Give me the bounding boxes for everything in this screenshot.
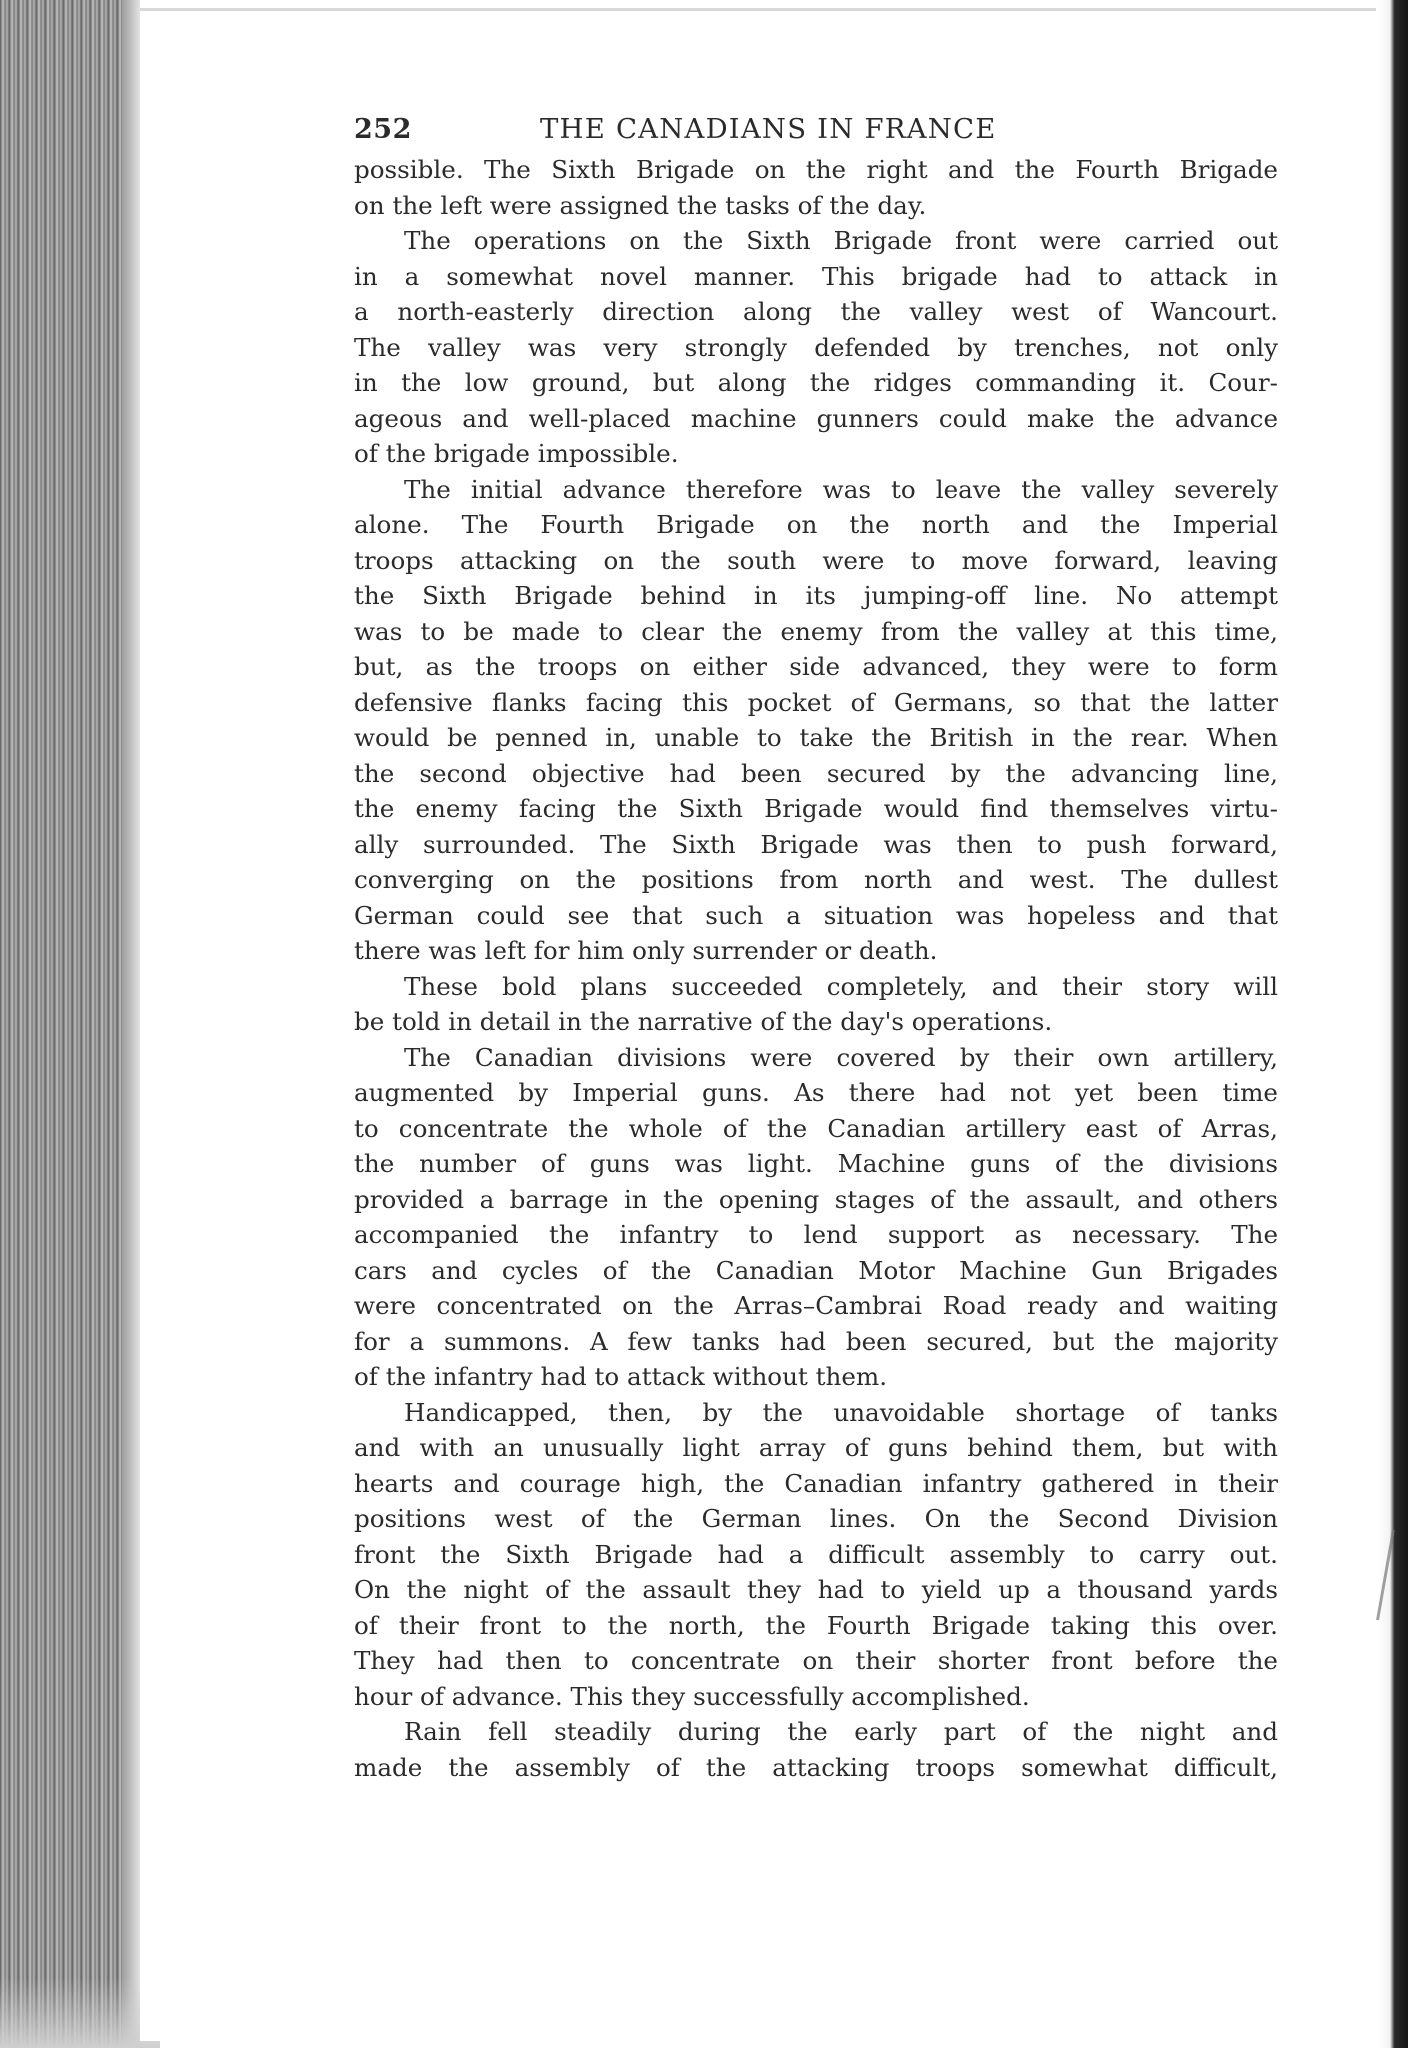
text-line: cars and cycles of the Canadian Motor Machine Gun Brigades <box>354 1255 1278 1285</box>
text-line: made the assembly of the attacking troops somewhat difficult, <box>354 1752 1278 1782</box>
text-line: of their front to the north, the Fourth Brigade taking this over. <box>354 1610 1278 1640</box>
text-line: in a somewhat novel manner. This brigade had to attack in <box>354 261 1278 291</box>
text-line: ally surrounded. The Sixth Brigade was then to push forward, <box>354 829 1278 859</box>
book-page-edges <box>0 0 140 2048</box>
text-line: hour of advance. This they successfully accomplished. <box>354 1681 1030 1711</box>
text-line: Handicapped, then, by the unavoidable shortage of tanks <box>404 1397 1278 1427</box>
text-line: hearts and courage high, the Canadian infantry gathered in their <box>354 1468 1278 1498</box>
text-line: the number of guns was light. Machine guns of the divisions <box>354 1149 1278 1178</box>
text-line: front the Sixth Brigade had a difficult assembly to carry out. <box>354 1539 1278 1569</box>
text-line: ageous and well-placed machine gunners could make the advance <box>354 403 1278 433</box>
right-page-edge <box>1378 0 1408 2048</box>
text-line: defensive flanks facing this pocket of Germans, so that the latter <box>354 687 1278 717</box>
text-line: there was left for him only surrender or death. <box>354 936 938 965</box>
text-line: They had then to concentrate on their shorter front before the <box>354 1646 1278 1675</box>
page-number: 252 <box>354 114 412 145</box>
running-title: THE CANADIANS IN FRANCE <box>540 113 997 145</box>
text-line: the Sixth Brigade behind in its jumping-off line. No attempt <box>354 581 1278 610</box>
text-line: converging on the positions from north and west. The dullest <box>354 865 1278 894</box>
text-line: to concentrate the whole of the Canadian artillery east of Arras, <box>354 1113 1278 1143</box>
text-line: the enemy facing the Sixth Brigade would find themselves virtu- <box>354 794 1278 823</box>
text-line: on the left were assigned the tasks of the day. <box>354 190 927 220</box>
text-line: of the brigade impossible. <box>354 439 679 468</box>
body-text <box>354 152 1278 1785</box>
text-line: were concentrated on the Arras–Cambrai Road ready and waiting <box>354 1291 1278 1320</box>
text-line: in the low ground, but along the ridges commanding it. Cour- <box>354 368 1278 397</box>
text-line: Rain fell steadily during the early part of the night and <box>404 1717 1278 1746</box>
text-line: for a summons. A few tanks had been secured, but the majority <box>354 1326 1278 1356</box>
text-line: be told in detail in the narrative of the day's operations. <box>354 1007 1053 1036</box>
text-line: accompanied the infantry to lend support as necessary. The <box>354 1220 1278 1249</box>
text-line: but, as the troops on either side advanced, they were to form <box>354 652 1278 681</box>
running-head <box>354 108 1278 150</box>
text-line: augmented by Imperial guns. As there had not yet been time <box>354 1078 1278 1107</box>
text-line: These bold plans succeeded completely, and their story will <box>404 971 1278 1001</box>
text-line: positions west of the German lines. On the Second Division <box>354 1504 1278 1533</box>
text-line: troops attacking on the south were to move forward, leaving <box>354 545 1278 575</box>
text-line: of the infantry had to attack without them. <box>354 1362 888 1391</box>
text-line: provided a barrage in the opening stages of the assault, and others <box>354 1184 1278 1214</box>
text-line: On the night of the assault they had to yield up a thousand yards <box>354 1575 1278 1604</box>
text-line: alone. The Fourth Brigade on the north and the Imperial <box>354 510 1278 539</box>
text-line: a north-easterly direction along the valley west of Wancourt. <box>354 297 1278 326</box>
text-line: was to be made to clear the enemy from the valley at this time, <box>354 616 1278 646</box>
text-line: The initial advance therefore was to leave the valley severely <box>404 474 1278 504</box>
text-line: German could see that such a situation was hopeless and that <box>354 900 1278 930</box>
page-edges-shadow <box>0 1978 160 2048</box>
text-line: possible. The Sixth Brigade on the right and the Fourth Brigade <box>354 155 1278 184</box>
text-line: the second objective had been secured by the advancing line, <box>354 758 1278 788</box>
text-line: The valley was very strongly defended by trenches, not only <box>354 332 1278 362</box>
text-line: The Canadian divisions were covered by their own artillery, <box>404 1042 1278 1072</box>
text-line: and with an unusually light array of guns behind them, but with <box>354 1433 1278 1462</box>
text-line: The operations on the Sixth Brigade front were carried out <box>404 226 1278 255</box>
page-text-block <box>354 108 1278 1785</box>
text-line: would be penned in, unable to take the British in the rear. When <box>354 723 1278 752</box>
